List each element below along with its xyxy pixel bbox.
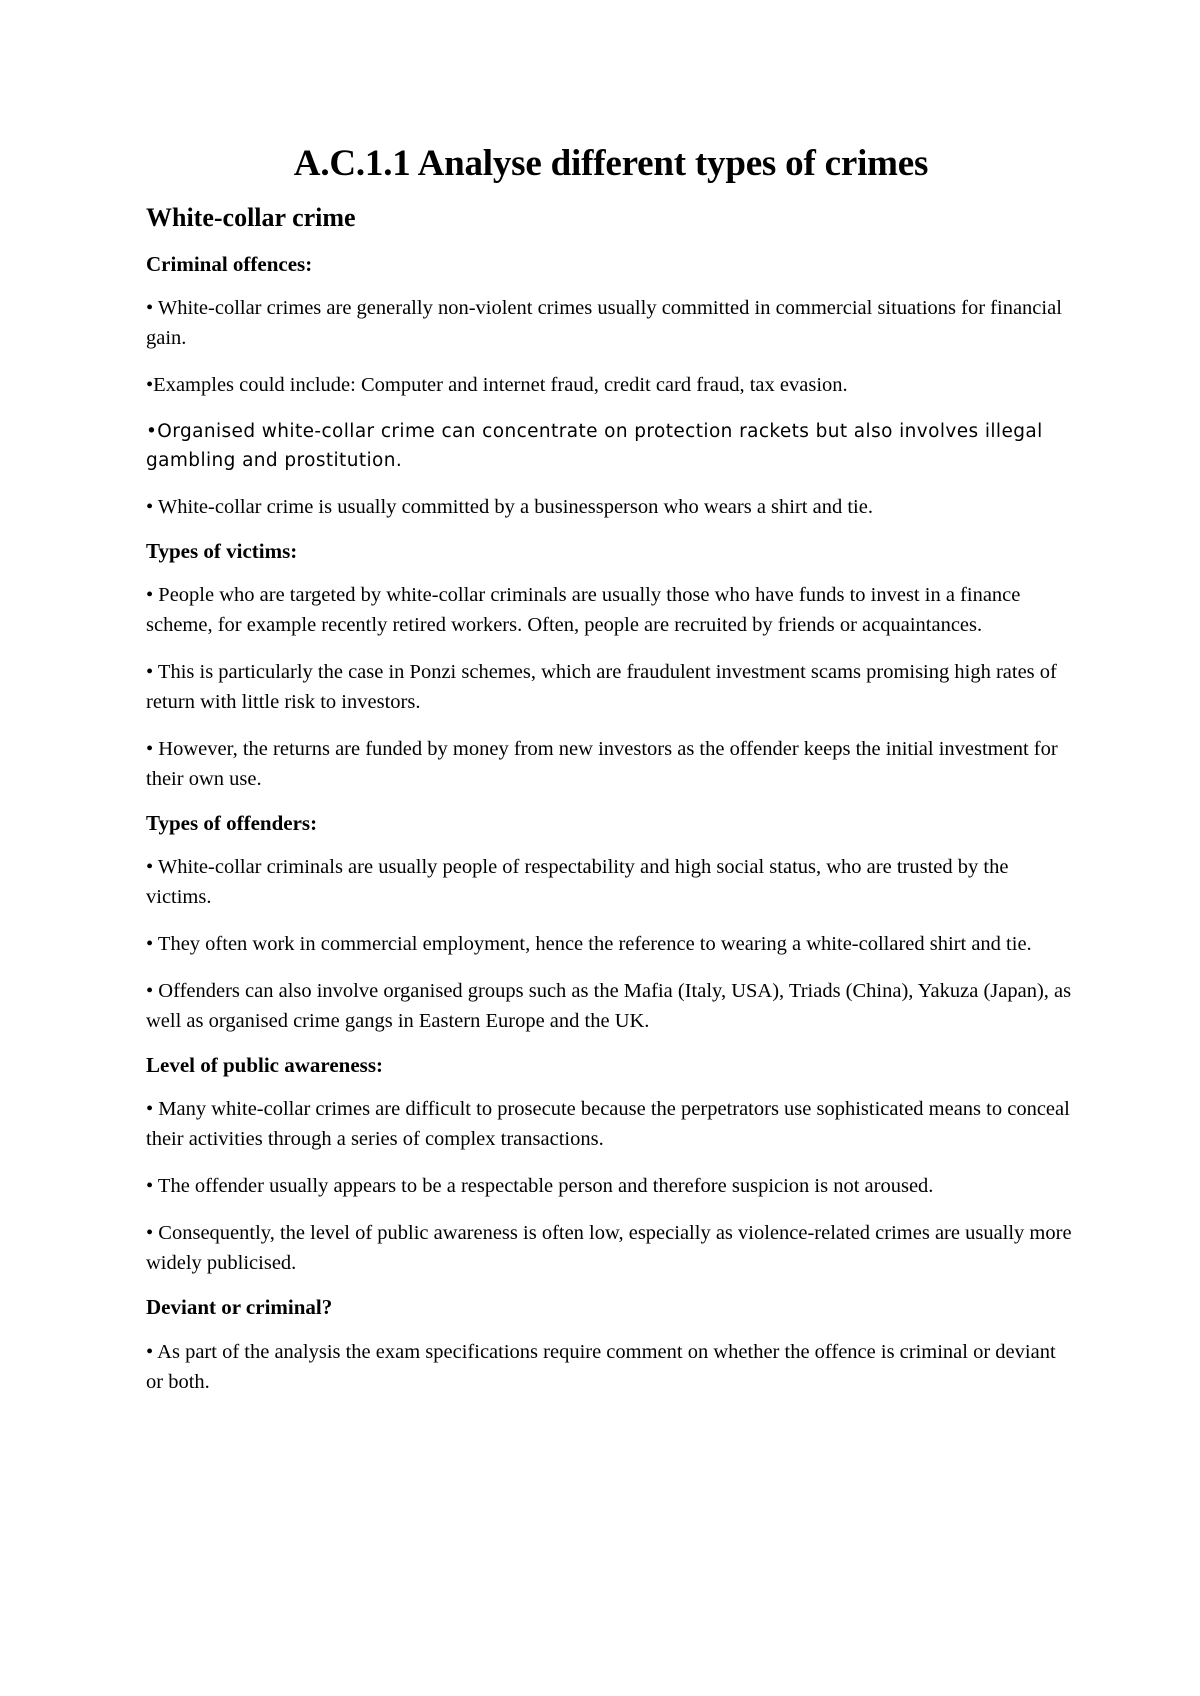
bullet-paragraph: •Organised white-collar crime can concentrate on protection rackets but also involves illegal gambling and prostitution. <box>146 420 1043 471</box>
bullet-paragraph: • They often work in commercial employment, hence the reference to wearing a white-collared shirt and tie. <box>146 933 1032 956</box>
bullet-paragraph: • Offenders can also involve organised groups such as the Mafia (Italy, USA), Triads (China), Yakuza (Japan), as well as organised crime gangs in Eastern Europe and the UK. <box>146 980 1072 1033</box>
bullet-paragraph: •Examples could include: Computer and internet fraud, credit card fraud, tax evasion. <box>146 373 848 396</box>
section-heading: Types of victims: <box>146 538 298 563</box>
bullet-paragraph: • The offender usually appears to be a respectable person and therefore suspicion is not aroused. <box>146 1175 934 1198</box>
bullet-paragraph: • People who are targeted by white-collar criminals are usually those who have funds to invest in a finance scheme, for example recently retired workers. Often, people are recruited by friends or acquaintances. <box>146 583 1021 636</box>
section-public-awareness <box>146 1053 1076 1278</box>
section-criminal-offences <box>146 252 1076 522</box>
bullet-paragraph: • However, the returns are funded by money from new investors as the offender keeps the initial investment for their own use. <box>146 737 1058 790</box>
bullet-paragraph: • As part of the analysis the exam specifications require comment on whether the offence is criminal or deviant or both. <box>146 1340 1056 1393</box>
bullet-paragraph: • Consequently, the level of public awareness is often low, especially as violence-related crimes are usually more widely publicised. <box>146 1222 1072 1275</box>
bullet-paragraph: • White-collar crimes are generally non-violent crimes usually committed in commercial situations for financial gain. <box>146 296 1062 349</box>
section-heading: Types of offenders: <box>146 810 318 835</box>
bullet-paragraph: • White-collar criminals are usually people of respectability and high social status, who are trusted by the victims. <box>146 856 1009 909</box>
document-title: A.C.1.1 Analyse different types of crimes <box>293 143 929 184</box>
bullet-paragraph: • Many white-collar crimes are difficult to prosecute because the perpetrators use sophisticated means to conceal their activities through a series of complex transactions. <box>146 1098 1070 1151</box>
section-deviant-or-criminal <box>146 1295 1076 1396</box>
document-subtitle: White-collar crime <box>146 203 356 233</box>
bullet-paragraph: • This is particularly the case in Ponzi schemes, which are fraudulent investment scams promising high rates of return with little risk to investors. <box>146 660 1057 713</box>
section-heading: Deviant or criminal? <box>146 1295 333 1320</box>
section-heading: Level of public awareness: <box>146 1053 384 1078</box>
section-types-of-offenders <box>146 811 1076 1036</box>
bullet-paragraph: • White-collar crime is usually committed by a businessperson who wears a shirt and tie. <box>146 495 873 518</box>
section-types-of-victims <box>146 539 1076 794</box>
section-heading: Criminal offences: <box>146 251 313 276</box>
document-page <box>146 142 1076 1414</box>
